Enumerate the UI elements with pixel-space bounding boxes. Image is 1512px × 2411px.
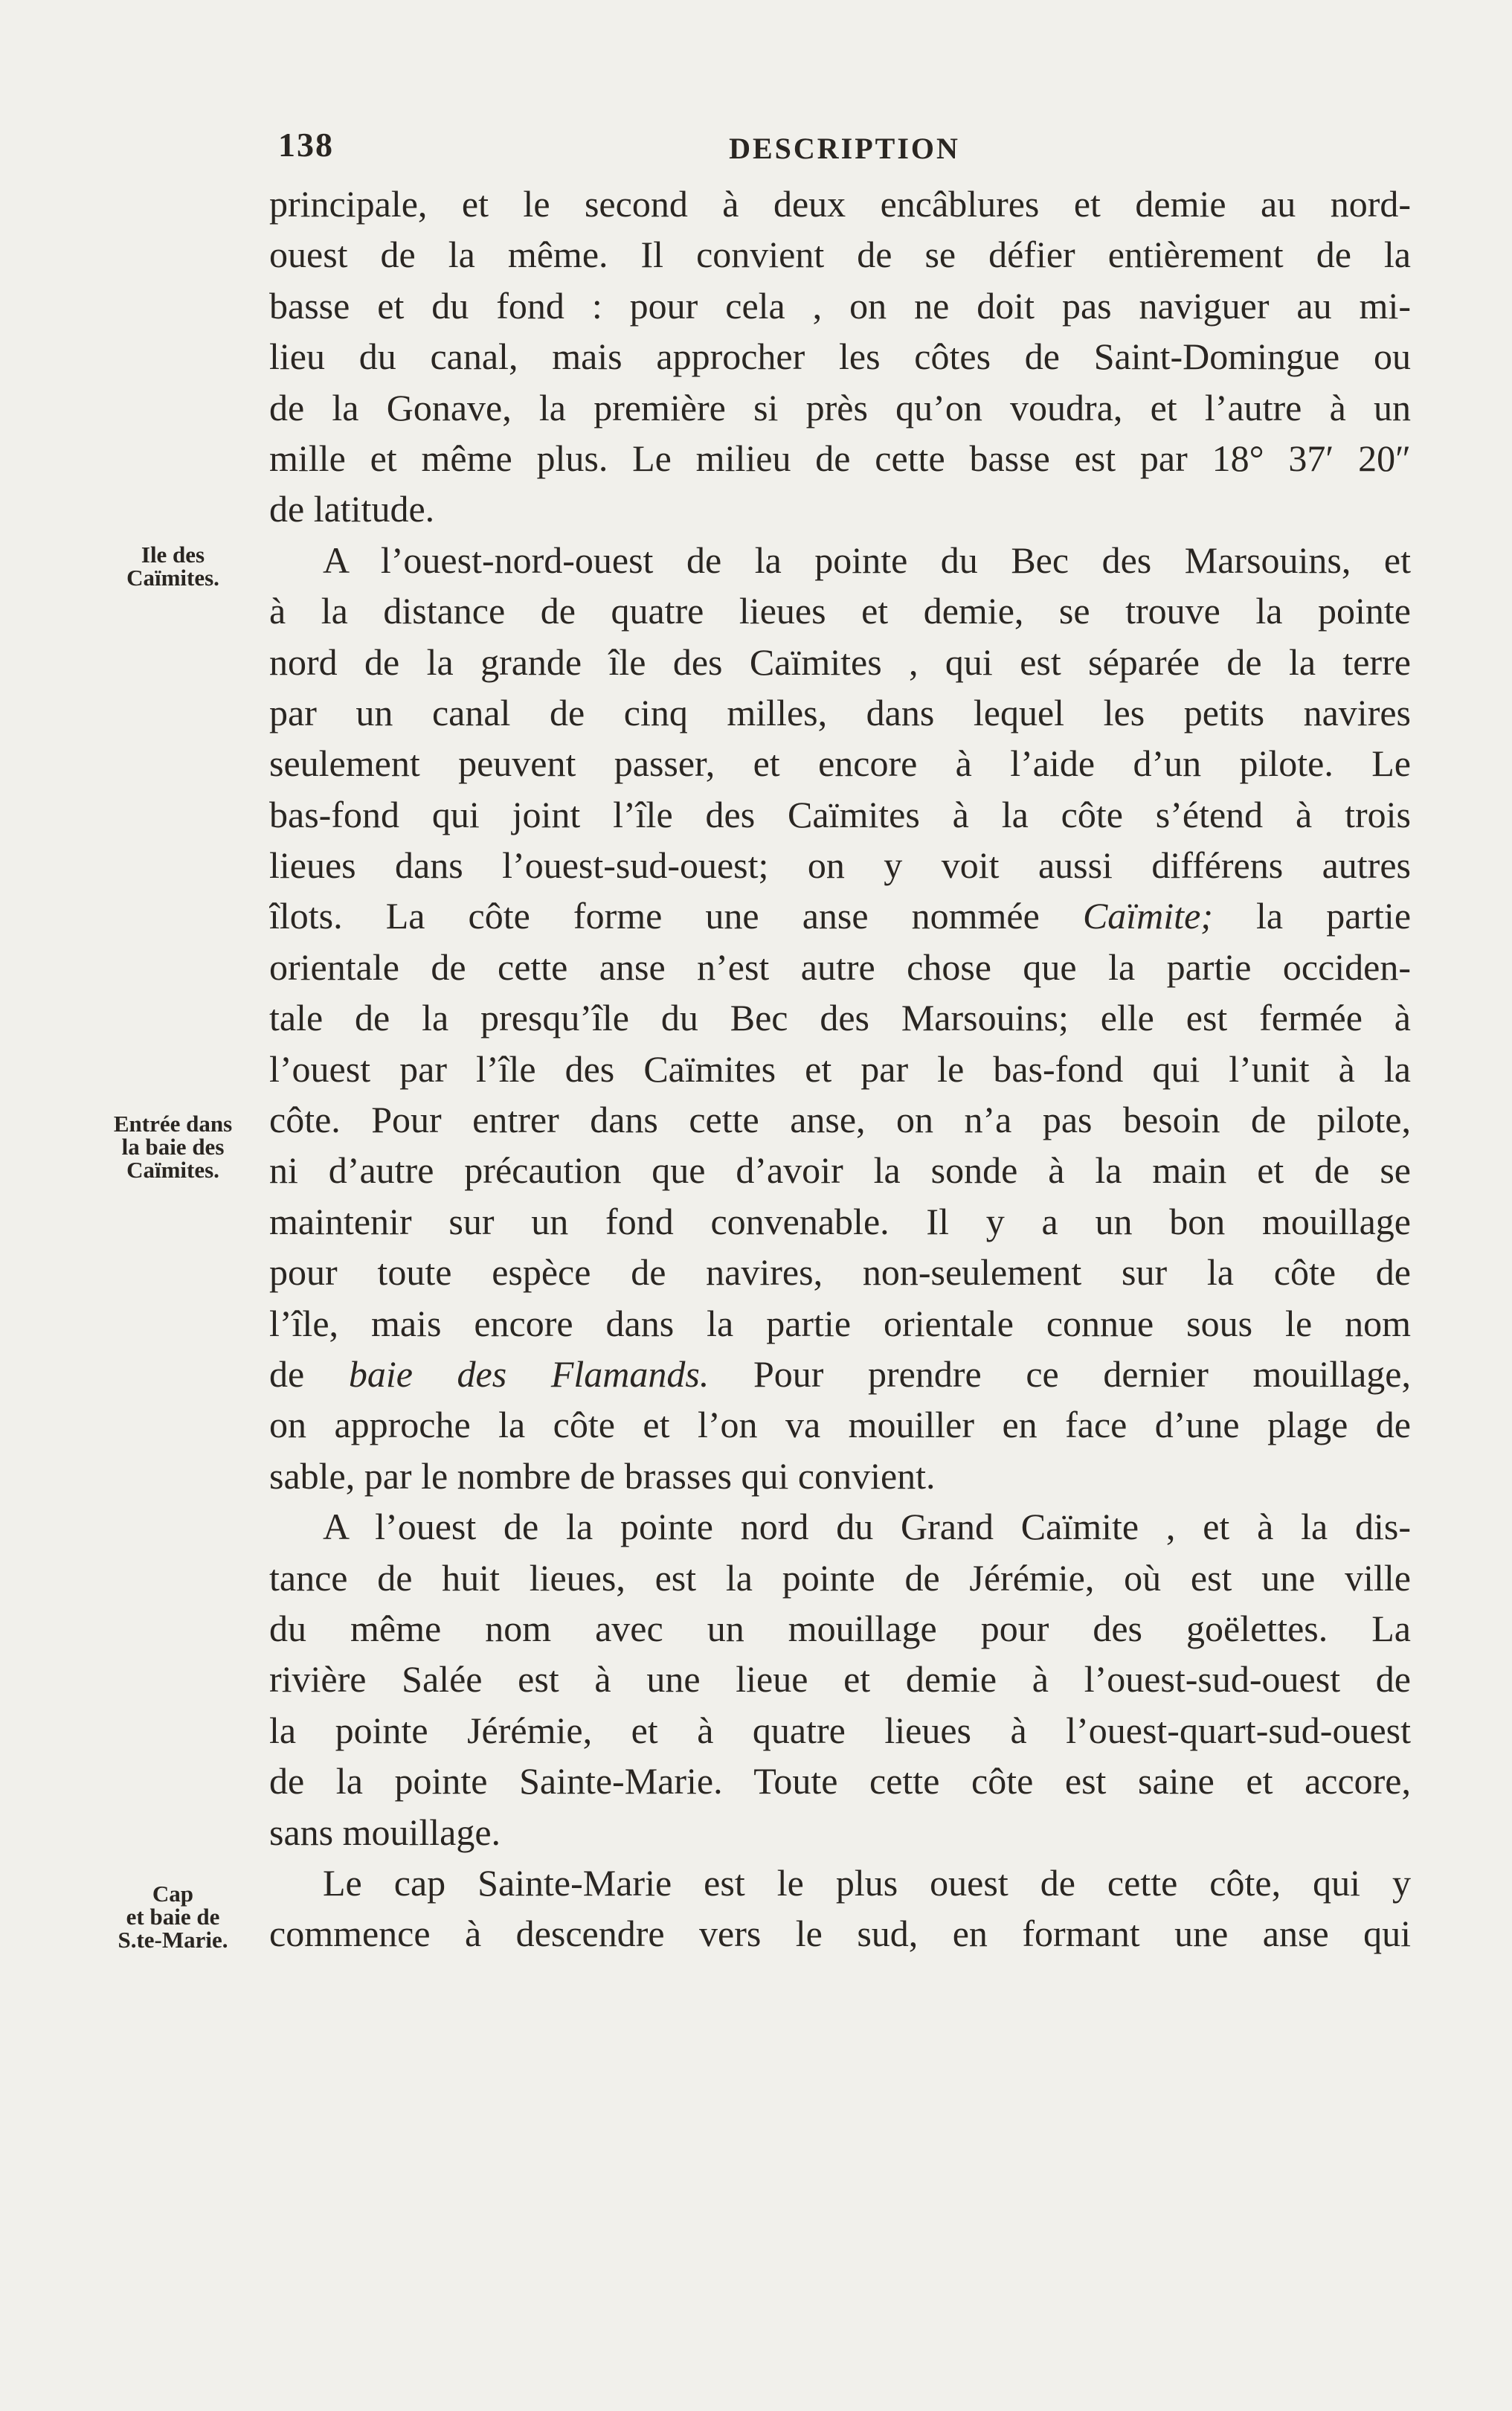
body-text (269, 179, 1411, 1959)
margin-note-line: Entrée dans (113, 1111, 233, 1137)
text-line: à la distance de quatre lieues et demie, se trouve la pointe (269, 590, 1411, 632)
text-line: par un canal de cinq milles, dans lequel les petits navires (269, 691, 1411, 733)
text-line: sable, par le nombre de brasses qui convient. (269, 1454, 936, 1497)
place-name-italic: baie des Flamands. (348, 1352, 710, 1395)
text-line: ni d’autre précaution que d’avoir la sonde à la main et de se (269, 1149, 1411, 1192)
page-header (274, 125, 1415, 177)
place-name-italic: Caïmite; (1082, 895, 1213, 937)
text-line: nord de la grande île des Caïmites , qui est séparée de la terre (269, 641, 1411, 683)
margin-note-line: Caïmites. (126, 565, 219, 591)
text-line: principale, et le second à deux encâblures et demie au nord- (269, 183, 1411, 225)
text-line: orientale de cette anse n’est autre chose que la partie occiden- (269, 946, 1411, 988)
text-line: la pointe Jérémie, et à quatre lieues à l’ouest-quart-sud-ouest (269, 1709, 1411, 1751)
margin-note-line: Cap (152, 1881, 194, 1907)
text-line-with-italic (269, 890, 1411, 941)
text-segment: Pour prendre ce dernier mouillage, (709, 1352, 1411, 1395)
text-line: lieues dans l’ouest-sud-ouest; on y voit aussi différens autres (269, 844, 1411, 887)
text-line: mille et même plus. Le milieu de cette basse est par 18° 37′ 20″ (269, 437, 1411, 479)
text-line: seulement peuvent passer, et encore à l’aide d’un pilote. Le (269, 742, 1411, 785)
text-line: on approche la côte et l’on va mouiller en face d’une plage de (269, 1404, 1411, 1446)
text-line: tance de huit lieues, est la pointe de Jérémie, où est une ville (269, 1556, 1411, 1599)
paragraph-start-line: A l’ouest-nord-ouest de la pointe du Bec des Marsouins, et (323, 539, 1411, 581)
text-line: basse et du fond : pour cela , on ne doit pas naviguer au mi- (269, 284, 1411, 327)
text-line: ouest de la même. Il convient de se défier entièrement de la (269, 234, 1411, 276)
running-title: DESCRIPTION (729, 132, 960, 165)
margin-note-line: Ile des (141, 542, 205, 568)
text-segment: îlots. La côte forme une anse nommée (269, 895, 1040, 937)
margin-note-line: S.te-Marie. (118, 1927, 228, 1953)
text-line: maintenir sur un fond convenable. Il y a un bon mouillage (269, 1200, 1411, 1242)
margin-note-ile-des-caimites (89, 543, 257, 589)
text-line: bas-fond qui joint l’île des Caïmites à la côte s’étend à trois (269, 793, 1411, 835)
margin-note-line: et baie de (126, 1904, 220, 1930)
text-line: l’ouest par l’île des Caïmites et par le bas-fond qui l’unit à la (269, 1047, 1411, 1090)
margin-note-line: la baie des (121, 1134, 225, 1160)
paragraph-start-line: A l’ouest de la pointe nord du Grand Caïmite , et à la dis- (323, 1506, 1411, 1548)
text-segment: de (269, 1352, 305, 1395)
margin-note-cap-sainte-marie (89, 1882, 257, 1951)
text-line: du même nom avec un mouillage pour des goëlettes. La (269, 1607, 1411, 1649)
text-segment: la partie (1212, 895, 1411, 937)
text-line: rivière Salée est à une lieue et demie à l’ouest-sud-ouest de (269, 1658, 1411, 1701)
text-line: tale de la presqu’île du Bec des Marsouins; elle est fermée à (269, 997, 1411, 1039)
text-line: sans mouillage. (269, 1811, 501, 1853)
text-line: commence à descendre vers le sud, en formant une anse qui (269, 1913, 1411, 1955)
text-line: de latitude. (269, 488, 435, 530)
text-line: lieu du canal, mais approcher les côtes de Saint-Domingue ou (269, 336, 1411, 378)
paragraph-start-line: Le cap Sainte-Marie est le plus ouest de cette côte, qui y (323, 1861, 1411, 1904)
text-line: de la Gonave, la première si près qu’on voudra, et l’autre à un (269, 386, 1411, 428)
text-line: l’île, mais encore dans la partie orientale connue sous le nom (269, 1302, 1411, 1344)
margin-note-entree-baie (89, 1112, 257, 1181)
text-line-with-italic (269, 1349, 1411, 1399)
page-number: 138 (278, 126, 334, 164)
text-line: côte. Pour entrer dans cette anse, on n’a pas besoin de pilote, (269, 1099, 1411, 1141)
margin-note-line: Caïmites. (126, 1157, 219, 1183)
text-line: de la pointe Sainte-Marie. Toute cette côte est saine et accore, (269, 1760, 1411, 1802)
text-line: pour toute espèce de navires, non-seulement sur la côte de (269, 1251, 1411, 1294)
